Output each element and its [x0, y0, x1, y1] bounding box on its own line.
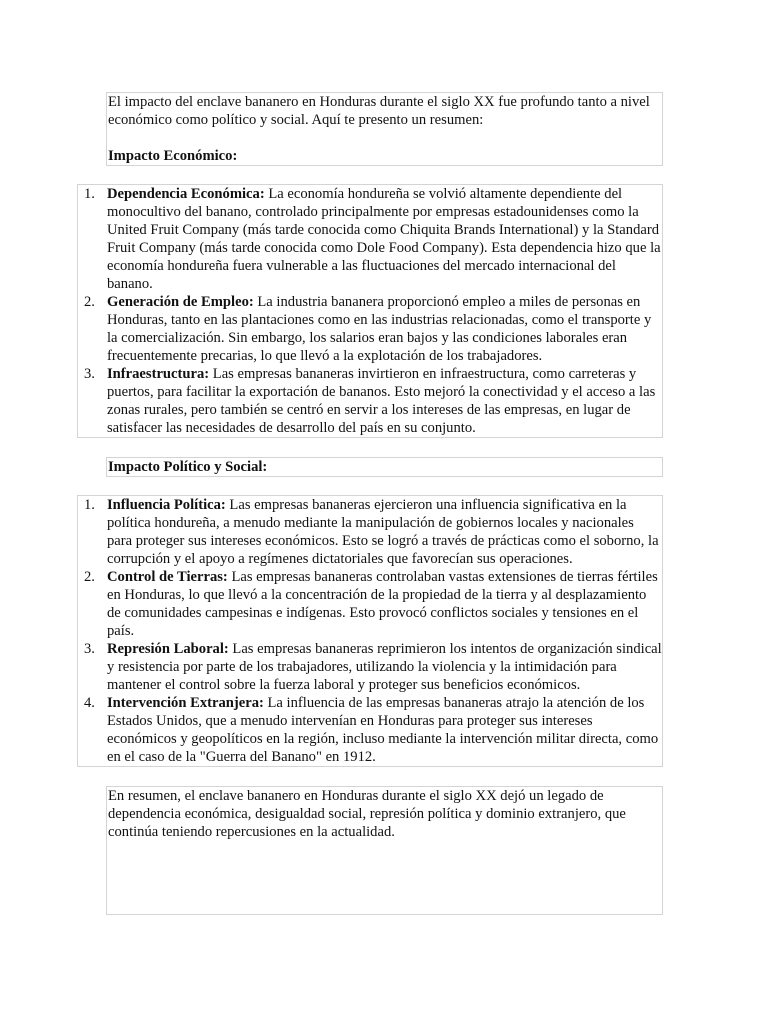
list-item-number: 2.: [84, 294, 95, 310]
economic-impact-heading: Impacto Económico:: [108, 148, 238, 164]
economic-impact-list: [77, 184, 663, 438]
list-item: [78, 568, 662, 640]
list-item-term: Represión Laboral:: [107, 641, 229, 657]
summary-block: [106, 786, 663, 915]
list-item-term: Infraestructura:: [107, 366, 210, 382]
list-item-term: Control de Tierras:: [107, 569, 228, 585]
list-item-text: La industria bananera proporcionó empleo a miles de personas en Honduras, tanto en las plantaciones como en las industrias relacionadas, como el transporte y la comercialización. Sin embargo, los salarios eran bajos y las condiciones laborales eran frecuentemente precarias, lo que llevó a la explotación de los trabajadores.: [107, 294, 652, 364]
list-item-number: 1.: [84, 497, 95, 513]
list-item-text: Las empresas bananeras ejercieron una influencia significativa en la política hondureña, a menudo mediante la manipulación de gobiernos locales y nacionales para proteger sus intereses económicos. Esto se logró a través de prácticas como el soborno, la corrupción y el apoyo a regímenes dictatoriales que favorecían sus operaciones.: [107, 497, 659, 567]
list-item-term: Intervención Extranjera:: [107, 695, 264, 711]
list-item: [78, 185, 662, 293]
list-item-term: Influencia Política:: [107, 497, 226, 513]
list-item-number: 3.: [84, 641, 95, 657]
list-item: [78, 694, 662, 766]
list-item-number: 3.: [84, 366, 95, 382]
list-item-number: 1.: [84, 186, 95, 202]
list-item-text: La influencia de las empresas bananeras atrajo la atención de los Estados Unidos, que a menudo intervenían en Honduras para proteger sus intereses económicos y geopolíticos en la región, incluso mediante la intervención militar directa, como en el caso de la "Guerra del Banano" en 1912.: [107, 695, 659, 765]
political-heading-block: [106, 457, 663, 477]
political-social-impact-heading: Impacto Político y Social:: [108, 459, 268, 475]
list-item: [78, 293, 662, 365]
list-item: [78, 365, 662, 437]
list-item-text: La economía hondureña se volvió altamente dependiente del monocultivo del banano, controlado principalmente por empresas estadounidenses como la United Fruit Company (más tarde conocida como Chiquita Brands International) y la Standard Fruit Company (más tarde conocida como Dole Food Company). Esta dependencia hizo que la economía hondureña fuera vulnerable a las fluctuaciones del mercado internacional del banano.: [107, 186, 661, 292]
intro-paragraph: El impacto del enclave bananero en Honduras durante el siglo XX fue profundo tanto a nivel económico como político y social. Aquí te presento un resumen:: [108, 94, 650, 128]
list-item-term: Generación de Empleo:: [107, 294, 254, 310]
political-impact-list: [77, 495, 663, 767]
intro-block: [106, 92, 663, 166]
list-item: [78, 496, 662, 568]
list-item-text: Las empresas bananeras controlaban vastas extensiones de tierras fértiles en Honduras, lo que llevó a la concentración de la propiedad de la tierra y al desplazamiento de comunidades campesinas e indígenas. Esto provocó conflictos sociales y tensiones en el país.: [107, 569, 658, 639]
list-item-number: 2.: [84, 569, 95, 585]
list-item-number: 4.: [84, 695, 95, 711]
list-item-text: Las empresas bananeras reprimieron los intentos de organización sindical y resistencia por parte de los trabajadores, utilizando la violencia y la intimidación para mantener el control sobre la fuerza laboral y proteger sus beneficios económicos.: [107, 641, 662, 693]
list-item: [78, 640, 662, 694]
list-item-term: Dependencia Económica:: [107, 186, 265, 202]
summary-paragraph: En resumen, el enclave bananero en Honduras durante el siglo XX dejó un legado de dependencia económica, desigualdad social, represión política y dominio extranjero, que continúa teniendo repercusiones en la actualidad.: [108, 788, 626, 840]
list-item-text: Las empresas bananeras invirtieron en infraestructura, como carreteras y puertos, para facilitar la exportación de bananos. Esto mejoró la conectividad y el acceso a las zonas rurales, pero también se centró en servir a los intereses de las empresas, en lugar de satisfacer las necesidades de desarrollo del país en su conjunto.: [107, 366, 656, 436]
